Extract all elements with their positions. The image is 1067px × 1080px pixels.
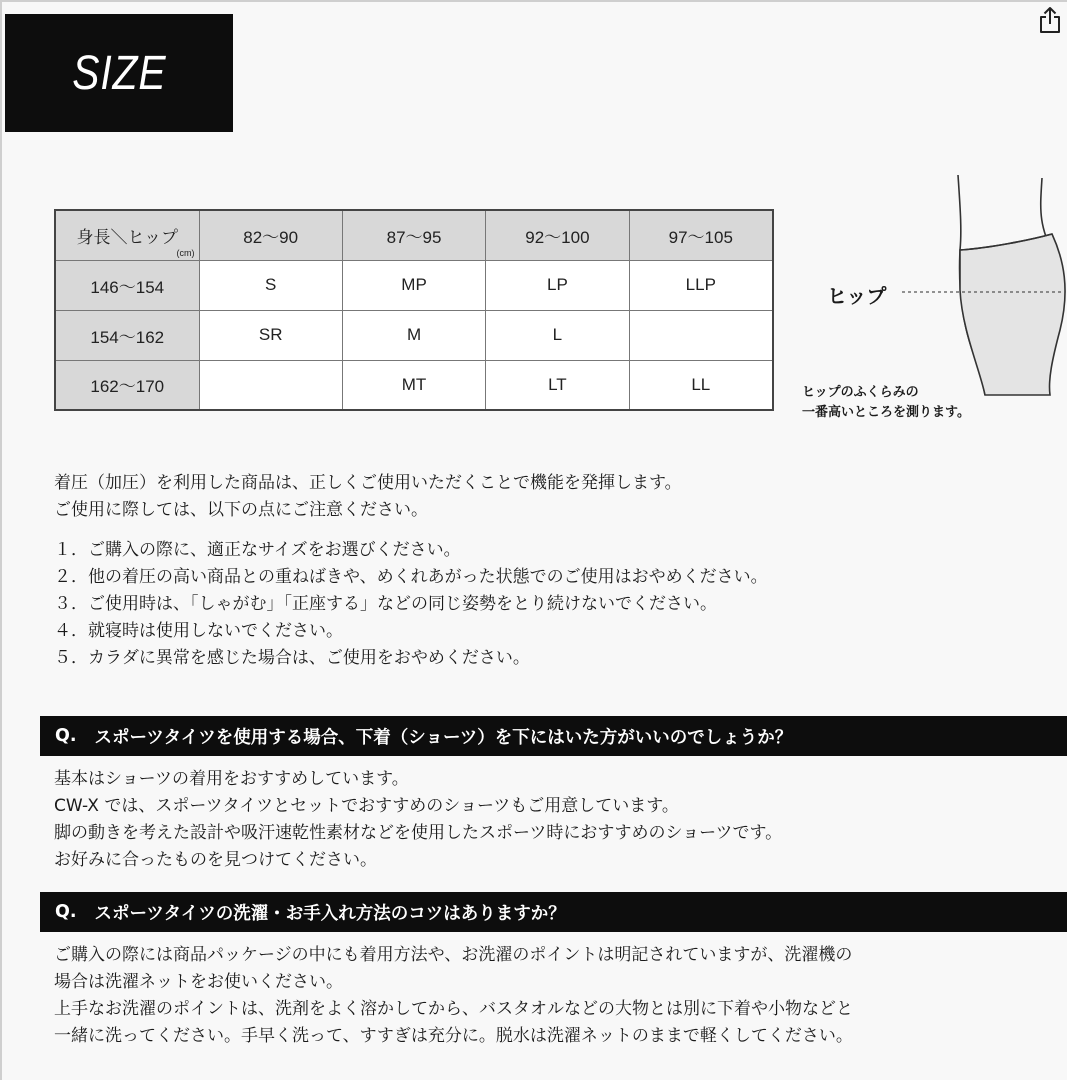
top-border (0, 0, 1067, 2)
intro-line: 着圧（加圧）を利用した商品は、正しくご使用いただくことで機能を発揮します。 (54, 473, 682, 493)
question-bar (40, 716, 1067, 756)
caution-item: ３．ご使用時は、「しゃがむ」「正座する」などの同じ姿勢をとり続けないでください。 (54, 594, 717, 614)
corner-unit: (cm) (176, 247, 195, 258)
column-header: 97〜105 (629, 210, 773, 260)
size-cell: SR (199, 310, 342, 360)
size-cell: L (486, 310, 629, 360)
answer-line: CW-X では、スポーツタイツとセットでおすすめのショーツもご用意しています。 (54, 796, 679, 816)
size-cell: MP (342, 260, 485, 310)
share-icon (1038, 6, 1062, 34)
answer-line: 場合は洗濯ネットをお使いください。 (54, 972, 343, 992)
size-cell: LP (486, 260, 629, 310)
size-title: SIZE (71, 46, 167, 100)
question-mark: Q. (55, 902, 77, 922)
tights-shape (960, 234, 1065, 395)
answer-line: 一緒に洗ってください。手早く洗って、すすぎは充分に。脱水は洗濯ネットのままで軽くしてください。 (54, 1026, 853, 1046)
caution-item: ２．他の着圧の高い商品との重ねばきや、めくれあがった状態でのご使用はおやめください。 (54, 567, 768, 587)
answer-text (54, 942, 853, 1050)
question-text: スポーツタイツの洗濯・お手入れ方法のコツはありますか？ (94, 903, 566, 924)
caution-item: ４．就寝時は使用しないでください。 (54, 621, 343, 641)
size-cell: LT (486, 360, 629, 410)
size-cell: LLP (629, 260, 773, 310)
size-banner (5, 14, 233, 132)
table-row (55, 310, 773, 360)
left-border (0, 0, 2, 1080)
size-cell (629, 310, 773, 360)
answer-text (54, 766, 782, 874)
hip-note-line: 一番高いところを測ります。 (802, 405, 970, 420)
table-row (55, 260, 773, 310)
size-cell: M (342, 310, 485, 360)
column-header: 87〜95 (342, 210, 485, 260)
size-table (54, 209, 774, 411)
hip-note (802, 383, 970, 423)
size-cell: MT (342, 360, 485, 410)
table-row (55, 360, 773, 410)
table-corner (55, 210, 199, 260)
caution-item: ５．カラダに異常を感じた場合は、ご使用をおやめください。 (54, 648, 530, 668)
answer-line: 上手なお洗濯のポイントは、洗剤をよく溶かしてから、バスタオルなどの大物とは別に下着や小物などと (54, 999, 853, 1019)
question-text: スポーツタイツを使用する場合、下着（ショーツ）を下にはいた方がいいのでしょうか？ (94, 727, 793, 748)
row-header: 154〜162 (55, 310, 199, 360)
answer-line: 基本はショーツの着用をおすすめしています。 (54, 769, 409, 789)
caution-item: １．ご購入の際に、適正なサイズをお選びください。 (54, 540, 461, 560)
size-cell: LL (629, 360, 773, 410)
hip-diagram (880, 170, 1066, 400)
size-cell (199, 360, 342, 410)
row-header: 146〜154 (55, 260, 199, 310)
column-header: 82〜90 (199, 210, 342, 260)
corner-label: 身長＼ヒップ (76, 227, 178, 247)
intro-text (54, 470, 682, 524)
answer-line: お好みに合ったものを見つけてください。 (54, 850, 377, 870)
table-header-row (55, 210, 773, 260)
question-bar (40, 892, 1067, 932)
answer-line: 脚の動きを考えた設計や吸汗速乾性素材などを使用したスポーツ時におすすめのショーツです。 (54, 823, 783, 843)
hip-label: ヒップ (827, 284, 887, 308)
row-header: 162〜170 (55, 360, 199, 410)
hip-note-line: ヒップのふくらみの (802, 385, 919, 400)
question-mark: Q. (55, 726, 77, 746)
answer-line: ご購入の際には商品パッケージの中にも着用方法や、お洗濯のポイントは明記されていますが、洗濯機の (54, 945, 853, 965)
size-cell: S (199, 260, 342, 310)
column-header: 92〜100 (486, 210, 629, 260)
share-button[interactable] (1034, 2, 1066, 38)
caution-list (54, 537, 768, 672)
intro-line: ご使用に際しては、以下の点にご注意ください。 (54, 500, 428, 520)
